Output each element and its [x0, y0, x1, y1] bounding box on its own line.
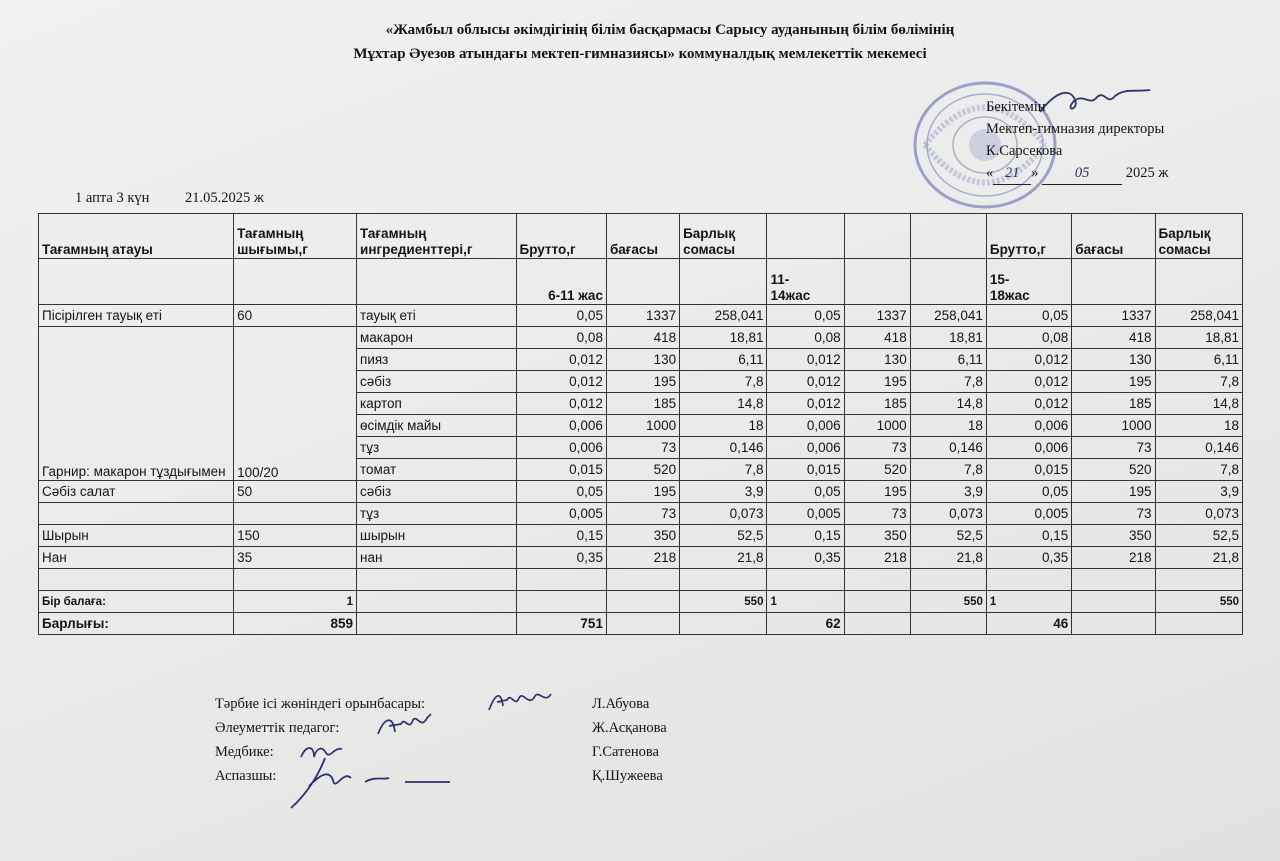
ingredient-value: 6,11 — [1155, 349, 1242, 371]
ingredient-value: 1337 — [606, 305, 679, 327]
ingredient-value: 195 — [606, 371, 679, 393]
dish-output: 60 — [234, 305, 357, 327]
ingredient-value: 73 — [606, 437, 679, 459]
grand-total-cell: Барлығы: — [39, 613, 234, 635]
ingredient-value: 0,012 — [767, 371, 844, 393]
ingredient-value: 0,05 — [986, 305, 1071, 327]
ingredient-value: 350 — [1072, 525, 1155, 547]
ingredient-value: 195 — [1072, 481, 1155, 503]
garnish-dish-name: Гарнир: макарон тұздығымен — [39, 327, 234, 481]
dish-name — [39, 503, 234, 525]
per-child-cell: 550 — [910, 591, 986, 613]
ingredient-name: тұз — [357, 503, 517, 525]
ingredient-value: 0,073 — [680, 503, 767, 525]
ingredient-value: 73 — [1072, 503, 1155, 525]
ingredient-value: 18 — [910, 415, 986, 437]
ingredient-value: 130 — [606, 349, 679, 371]
ingredient-value: 0,006 — [986, 415, 1071, 437]
ingredient-value: 418 — [606, 327, 679, 349]
document-header — [0, 18, 1280, 66]
ingredient-value: 7,8 — [680, 459, 767, 481]
day-info — [75, 190, 296, 207]
table-row — [39, 503, 1243, 525]
ingredient-value: 21,8 — [910, 547, 986, 569]
ingredient-value: 218 — [606, 547, 679, 569]
dish-output: 35 — [234, 547, 357, 569]
per-child-cell: 1 — [234, 591, 357, 613]
ingredient-value: 0,012 — [986, 371, 1071, 393]
per-child-cell: 1 — [986, 591, 1071, 613]
dish-output: 50 — [234, 481, 357, 503]
ingredient-value: 258,041 — [680, 305, 767, 327]
ingredient-value: 73 — [606, 503, 679, 525]
garnish-output: 100/20 — [234, 327, 357, 481]
ingredient-value: 0,012 — [986, 349, 1071, 371]
ingredient-value: 350 — [844, 525, 910, 547]
ingredient-value: 0,05 — [516, 481, 606, 503]
ingredient-value: 1000 — [606, 415, 679, 437]
ingredient-value: 130 — [844, 349, 910, 371]
ingredient-value: 52,5 — [910, 525, 986, 547]
date-month: 05 — [1042, 162, 1122, 185]
menu-table — [38, 213, 1243, 635]
age-group-1: 6-11 жас — [516, 259, 606, 305]
ingredient-value: 21,8 — [1155, 547, 1242, 569]
ingredient-name: сәбіз — [357, 371, 517, 393]
per-child-cell: 550 — [1155, 591, 1242, 613]
ingredient-value: 0,15 — [516, 525, 606, 547]
ingredient-value: 0,05 — [767, 305, 844, 327]
ingredient-value: 185 — [606, 393, 679, 415]
empty-row — [39, 569, 1243, 591]
signature-abuova — [485, 686, 555, 716]
ingredient-value: 520 — [844, 459, 910, 481]
signature-shuzheeva — [285, 752, 455, 814]
ingredient-value: 0,006 — [767, 415, 844, 437]
age-group-3: 15- 18жас — [986, 259, 1071, 305]
ingredient-value: 7,8 — [680, 371, 767, 393]
ingredient-value: 18,81 — [1155, 327, 1242, 349]
table-header-row — [39, 214, 1243, 259]
dish-name: Пісірілген тауық еті — [39, 305, 234, 327]
per-child-cell: 550 — [680, 591, 767, 613]
per-child-row — [39, 591, 1243, 613]
ingredient-value: 7,8 — [910, 459, 986, 481]
ingredient-value: 185 — [1072, 393, 1155, 415]
ingredient-value: 195 — [844, 371, 910, 393]
ingredient-value: 258,041 — [1155, 305, 1242, 327]
col-output: Тағамның шығымы,г — [234, 214, 357, 259]
ingredient-value: 0,35 — [516, 547, 606, 569]
ingredient-value: 0,15 — [767, 525, 844, 547]
ingredient-value: 218 — [844, 547, 910, 569]
col-total-2: Барлық сомасы — [1155, 214, 1242, 259]
header-line-2: Мұхтар Әуезов атындағы мектеп-гимназиясы» коммуналдық мемлекеттік мекемесі — [353, 46, 927, 62]
ingredient-value: 0,005 — [767, 503, 844, 525]
ingredient-value: 130 — [1072, 349, 1155, 371]
director-name: К.Сарсекова — [986, 143, 1063, 159]
ingredient-value: 0,08 — [767, 327, 844, 349]
ingredient-name: тауық еті — [357, 305, 517, 327]
ingredient-name: картоп — [357, 393, 517, 415]
ingredient-value: 0,146 — [1155, 437, 1242, 459]
dish-output: 150 — [234, 525, 357, 547]
ingredient-value: 14,8 — [1155, 393, 1242, 415]
ingredient-value: 0,006 — [767, 437, 844, 459]
ingredient-value: 1000 — [844, 415, 910, 437]
ingredient-value: 6,11 — [680, 349, 767, 371]
ingredient-value: 18,81 — [910, 327, 986, 349]
age-group-row — [39, 259, 1243, 305]
table-row — [39, 305, 1243, 327]
dish-name: Нан — [39, 547, 234, 569]
ingredient-name: пияз — [357, 349, 517, 371]
ingredient-value: 520 — [1072, 459, 1155, 481]
ingredient-value: 1000 — [1072, 415, 1155, 437]
ingredient-value: 0,012 — [767, 393, 844, 415]
ingredient-value: 18,81 — [680, 327, 767, 349]
grand-total-cell: 62 — [767, 613, 844, 635]
grand-total-cell: 751 — [516, 613, 606, 635]
date-day: 21 — [993, 162, 1031, 185]
col-ingredients: Тағамның ингредиенттері,г — [357, 214, 517, 259]
ingredient-value: 0,015 — [767, 459, 844, 481]
ingredient-value: 7,8 — [910, 371, 986, 393]
col-price: бағасы — [606, 214, 679, 259]
ingredient-value: 0,35 — [986, 547, 1071, 569]
ingredient-value: 0,35 — [767, 547, 844, 569]
ingredient-name: тұз — [357, 437, 517, 459]
grand-total-cell: 859 — [234, 613, 357, 635]
ingredient-value: 0,15 — [986, 525, 1071, 547]
col-price-2: бағасы — [1072, 214, 1155, 259]
menu-date: 21.05.2025 ж — [185, 190, 264, 206]
table-row — [39, 327, 1243, 349]
col-brutto: Брутто,г — [516, 214, 606, 259]
ingredient-value: 0,005 — [986, 503, 1071, 525]
header-line-1: «Жамбыл облысы әкімдігінің білім басқармасы Сарысу ауданының білім бөлімінің — [385, 22, 955, 38]
grand-total-cell: 46 — [986, 613, 1071, 635]
ingredient-value: 1337 — [844, 305, 910, 327]
ingredient-value: 0,006 — [516, 415, 606, 437]
ingredient-value: 3,9 — [680, 481, 767, 503]
ingredient-value: 0,012 — [516, 393, 606, 415]
ingredient-value: 0,005 — [516, 503, 606, 525]
ingredient-name: томат — [357, 459, 517, 481]
ingredient-value: 18 — [1155, 415, 1242, 437]
ingredient-value: 6,11 — [910, 349, 986, 371]
ingredient-value: 0,05 — [767, 481, 844, 503]
ingredient-value: 218 — [1072, 547, 1155, 569]
ingredient-value: 258,041 — [910, 305, 986, 327]
ingredient-value: 0,146 — [680, 437, 767, 459]
ingredient-value: 1337 — [1072, 305, 1155, 327]
ingredient-value: 0,015 — [986, 459, 1071, 481]
director-position: Мектеп-гимназия директоры — [986, 121, 1165, 137]
ingredient-value: 18 — [680, 415, 767, 437]
approve-label: Бекітемін — [986, 99, 1046, 115]
col-dish-name: Тағамның атауы — [39, 214, 234, 259]
ingredient-name: өсімдік майы — [357, 415, 517, 437]
per-child-cell: 1 — [767, 591, 844, 613]
col-total: Барлық сомасы — [680, 214, 767, 259]
ingredient-value: 0,015 — [516, 459, 606, 481]
ingredient-value: 195 — [844, 481, 910, 503]
ingredient-name: сәбіз — [357, 481, 517, 503]
age-group-2: 11- 14жас — [767, 259, 844, 305]
ingredient-name: макарон — [357, 327, 517, 349]
dish-name: Сәбіз салат — [39, 481, 234, 503]
ingredient-value: 350 — [606, 525, 679, 547]
ingredient-value: 0,073 — [1155, 503, 1242, 525]
table-row — [39, 481, 1243, 503]
ingredient-value: 14,8 — [680, 393, 767, 415]
per-child-cell: Бір балаға: — [39, 591, 234, 613]
ingredient-value: 7,8 — [1155, 371, 1242, 393]
ingredient-value: 0,08 — [516, 327, 606, 349]
ingredient-value: 52,5 — [1155, 525, 1242, 547]
ingredient-value: 21,8 — [680, 547, 767, 569]
signature-askanova — [375, 710, 435, 740]
ingredient-value: 14,8 — [910, 393, 986, 415]
ingredient-value: 195 — [606, 481, 679, 503]
ingredient-value: 0,073 — [910, 503, 986, 525]
ingredient-name: нан — [357, 547, 517, 569]
ingredient-value: 7,8 — [1155, 459, 1242, 481]
ingredient-value: 0,146 — [910, 437, 986, 459]
ingredient-value: 73 — [844, 437, 910, 459]
date-year: 2025 ж — [1125, 165, 1169, 181]
ingredient-value: 0,012 — [516, 371, 606, 393]
approval-block — [986, 96, 1168, 185]
ingredient-value: 0,05 — [986, 481, 1071, 503]
ingredient-value: 3,9 — [1155, 481, 1242, 503]
ingredient-value: 185 — [844, 393, 910, 415]
table-row — [39, 525, 1243, 547]
dish-name: Шырын — [39, 525, 234, 547]
ingredient-value: 195 — [1072, 371, 1155, 393]
ingredient-value: 0,012 — [516, 349, 606, 371]
ingredient-value: 3,9 — [910, 481, 986, 503]
ingredient-value: 418 — [1072, 327, 1155, 349]
ingredient-value: 0,012 — [986, 393, 1071, 415]
dish-output — [234, 503, 357, 525]
table-row — [39, 547, 1243, 569]
ingredient-value: 73 — [1072, 437, 1155, 459]
approval-date: « 21 » 05 2025 ж — [986, 162, 1168, 185]
ingredient-value: 418 — [844, 327, 910, 349]
grand-total-row — [39, 613, 1243, 635]
ingredient-value: 0,05 — [516, 305, 606, 327]
ingredient-name: шырын — [357, 525, 517, 547]
col-brutto-2: Брутто,г — [986, 214, 1071, 259]
ingredient-value: 0,006 — [516, 437, 606, 459]
week-day: 1 апта 3 күн — [75, 190, 150, 206]
ingredient-value: 520 — [606, 459, 679, 481]
ingredient-value: 0,006 — [986, 437, 1071, 459]
ingredient-value: 52,5 — [680, 525, 767, 547]
ingredient-value: 0,012 — [767, 349, 844, 371]
ingredient-value: 0,08 — [986, 327, 1071, 349]
ingredient-value: 73 — [844, 503, 910, 525]
